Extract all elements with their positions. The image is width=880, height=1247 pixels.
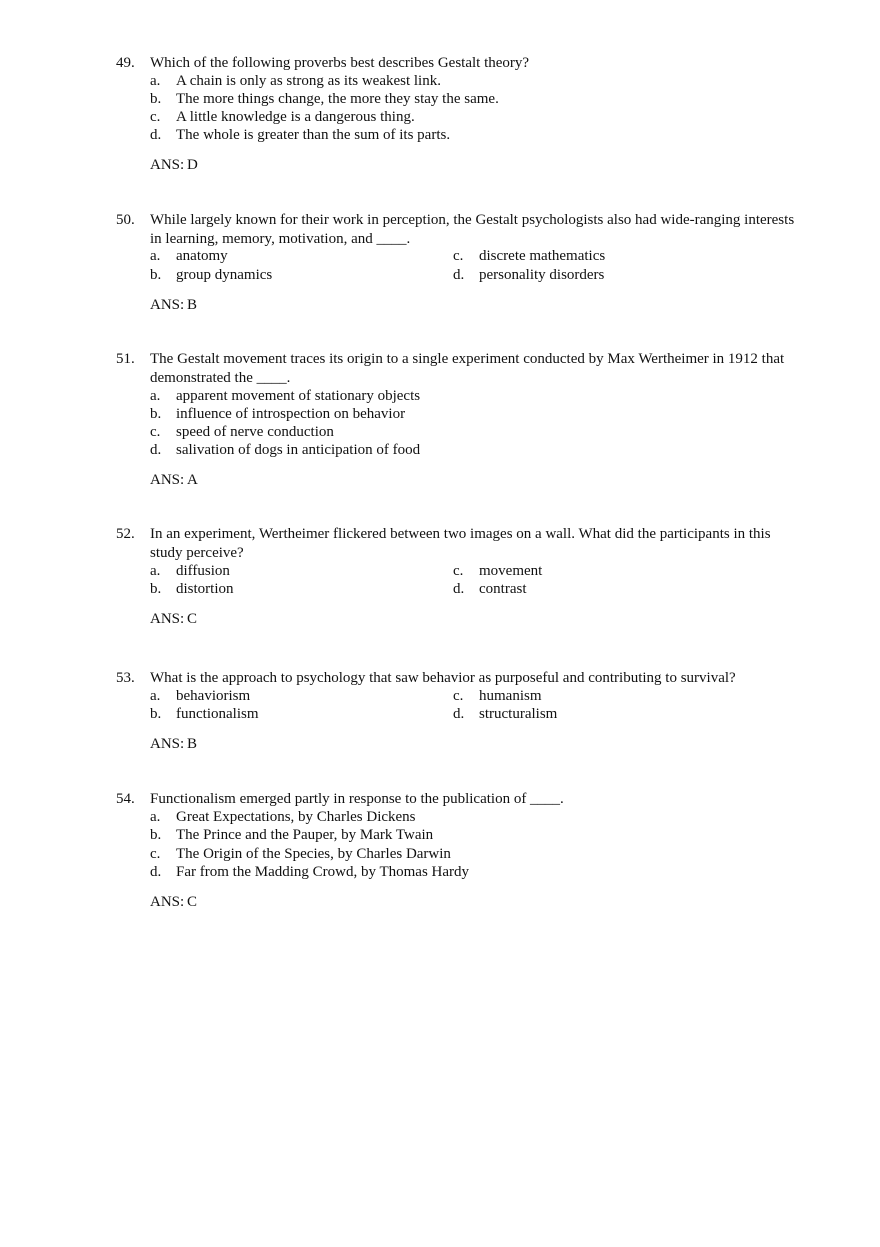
answer-label: ANS:	[150, 894, 185, 910]
option-text: functionalism	[176, 706, 259, 722]
option-letter: a.	[150, 563, 161, 579]
option-c	[453, 562, 542, 581]
option-letter: d.	[453, 706, 465, 722]
option-d	[453, 705, 557, 724]
option-text: distortion	[176, 581, 234, 597]
answer-line	[150, 610, 197, 629]
option-c	[150, 845, 451, 864]
option-letter: c.	[453, 688, 464, 704]
option-text: diffusion	[176, 563, 230, 579]
answer-line	[150, 296, 197, 315]
answer-label: ANS:	[150, 297, 185, 313]
answer-value: B	[187, 297, 198, 313]
option-letter: b.	[150, 581, 162, 597]
option-letter: c.	[453, 248, 464, 264]
option-d	[150, 126, 450, 145]
option-letter: a.	[150, 248, 161, 264]
option-letter: b.	[150, 267, 162, 283]
option-d	[453, 580, 526, 599]
question-stem: Which of the following proverbs best describes Gestalt theory?	[150, 55, 530, 71]
option-letter: b.	[150, 406, 162, 422]
answer-line	[150, 471, 198, 490]
option-c	[150, 423, 334, 442]
option-text: movement	[479, 563, 543, 579]
option-letter: b.	[150, 827, 162, 843]
answer-value: B	[187, 736, 198, 752]
option-text: personality disorders	[479, 267, 605, 283]
option-a	[150, 562, 230, 581]
option-letter: b.	[150, 706, 162, 722]
option-a	[150, 247, 228, 266]
option-text: Great Expectations, by Charles Dickens	[176, 809, 416, 825]
option-text: speed of nerve conduction	[176, 424, 334, 440]
option-c	[150, 108, 415, 127]
answer-line	[150, 893, 197, 912]
option-letter: a.	[150, 809, 161, 825]
question-number: 49.	[116, 55, 135, 71]
option-letter: d.	[453, 581, 465, 597]
option-text: The Origin of the Species, by Charles Darwin	[176, 846, 451, 862]
answer-label: ANS:	[150, 611, 185, 627]
option-text: behaviorism	[176, 688, 251, 704]
option-d	[453, 266, 604, 285]
question-stem: Functionalism emerged partly in response to the publication of ____.	[150, 791, 564, 807]
option-b	[150, 580, 234, 599]
option-text: humanism	[479, 688, 542, 704]
answer-value: C	[187, 894, 198, 910]
option-b	[150, 826, 433, 845]
question-stem: In an experiment, Wertheimer flickered between two images on a wall. What did the participants in this study perceive?	[150, 526, 771, 561]
question-number: 50.	[116, 212, 135, 228]
option-text: The more things change, the more they stay the same.	[176, 91, 499, 107]
option-text: anatomy	[176, 248, 228, 264]
option-a	[150, 387, 420, 406]
answer-label: ANS:	[150, 472, 185, 488]
option-d	[150, 863, 469, 882]
option-text: apparent movement of stationary objects	[176, 388, 421, 404]
option-letter: d.	[150, 864, 162, 880]
option-text: Far from the Madding Crowd, by Thomas Hardy	[176, 864, 470, 880]
option-b	[150, 705, 259, 724]
answer-line	[150, 735, 197, 754]
option-c	[453, 247, 605, 266]
option-text: structuralism	[479, 706, 558, 722]
option-letter: c.	[150, 109, 161, 125]
question-stem: What is the approach to psychology that saw behavior as purposeful and contributing to survival?	[150, 670, 736, 686]
question-stem: The Gestalt movement traces its origin to a single experiment conducted by Max Wertheimer in 1912 that demonstrated the ____.	[150, 351, 785, 386]
question-number: 51.	[116, 351, 135, 367]
option-text: The Prince and the Pauper, by Mark Twain	[176, 827, 434, 843]
option-text: group dynamics	[176, 267, 273, 283]
question-number: 54.	[116, 791, 135, 807]
option-text: discrete mathematics	[479, 248, 606, 264]
option-text: A little knowledge is a dangerous thing.	[176, 109, 415, 125]
option-d	[150, 441, 420, 460]
option-b	[150, 90, 499, 109]
answer-value: C	[187, 611, 198, 627]
option-letter: a.	[150, 688, 161, 704]
answer-value: D	[187, 157, 198, 173]
option-text: contrast	[479, 581, 527, 597]
option-letter: b.	[150, 91, 162, 107]
option-letter: a.	[150, 388, 161, 404]
option-letter: c.	[453, 563, 464, 579]
option-b	[150, 405, 405, 424]
question-number: 52.	[116, 526, 135, 542]
option-b	[150, 266, 272, 285]
option-c	[453, 687, 542, 706]
question-stem: While largely known for their work in perception, the Gestalt psychologists also had wide-ranging interests in learning, memory, motivation, and ____.	[150, 212, 795, 247]
answer-value: A	[187, 472, 198, 488]
option-a	[150, 808, 416, 827]
option-text: A chain is only as strong as its weakest link.	[176, 73, 441, 89]
option-letter: c.	[150, 846, 161, 862]
answer-label: ANS:	[150, 157, 185, 173]
question-number: 53.	[116, 670, 135, 686]
option-text: salivation of dogs in anticipation of food	[176, 442, 421, 458]
option-letter: d.	[150, 127, 162, 143]
option-letter: a.	[150, 73, 161, 89]
option-letter: d.	[453, 267, 465, 283]
option-text: The whole is greater than the sum of its parts.	[176, 127, 451, 143]
answer-line	[150, 156, 198, 175]
option-letter: c.	[150, 424, 161, 440]
option-letter: d.	[150, 442, 162, 458]
option-a	[150, 687, 250, 706]
option-text: influence of introspection on behavior	[176, 406, 406, 422]
option-a	[150, 72, 441, 91]
answer-label: ANS:	[150, 736, 185, 752]
